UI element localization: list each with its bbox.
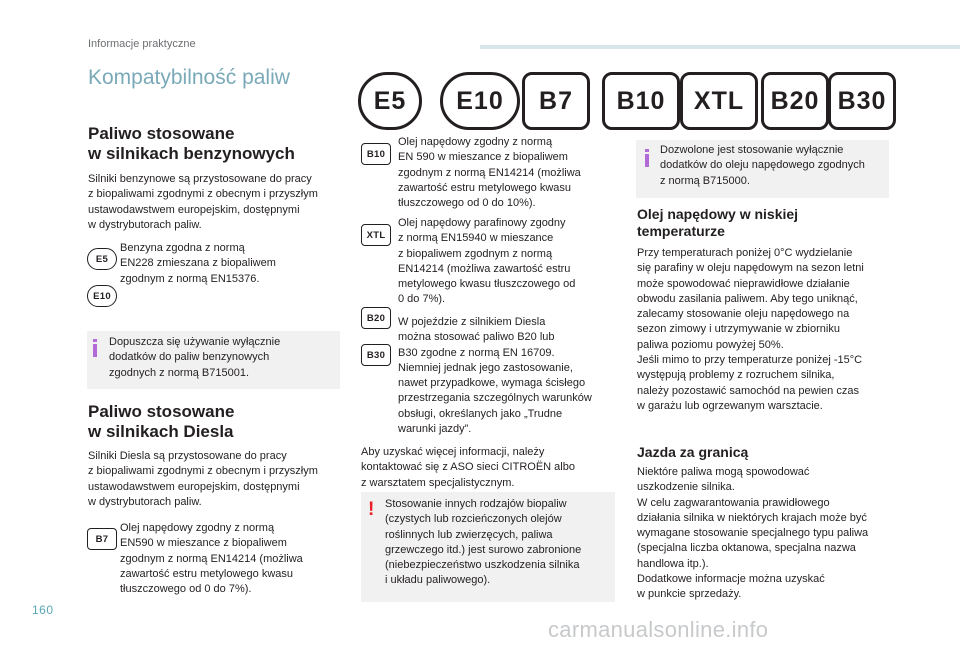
diesel-additives-note: [636, 140, 889, 198]
fuel-badge-b30: B30: [828, 72, 896, 130]
cold-diesel-text: Przy temperaturach poniżej 0°C wydzielanie się parafiny w oleju napędowym na sezon letni może spowodować nieprawidłowe działanie obwodu zasilania paliwem. Aby tego uniknąć, zalecamy stosowanie oleju napędowego na sezon zimowy i utrzymywanie w zbiorniku paliwa poziomu powyżej 50%. Jeśli mimo to przy temperaturze poniżej -15°C występują problemy z rozruchem silnika, należy pozostawić samochód na pewien czas w garażu lub ogrzewanym warsztacie.: [637, 247, 864, 412]
fuel-badge-b10-small: B10: [361, 143, 391, 165]
abroad-text: Niektóre paliwa mogą spowodować uszkodzenie silnika. W celu zagwarantowania prawidłowego działania silnika w niektórych krajach może być wymagane stosowanie specjalnego typu paliwa (specjalna liczba oktanowa, specjalna nazwa handlowa itp.). Dodatkowe informacje można uzyskać w punkcie sprzedaży.: [637, 466, 869, 601]
xtl-description: Olej napędowy parafinowy zgodny z normą EN15940 w mieszance z biopaliwem zgodnym z normą EN14214 (możliwa zawartość estru metylowego kwasu tłuszczowego od 0 do 7%).: [398, 217, 576, 306]
diesel-note-text: Dozwolone jest stosowanie wyłącznie dodatków do oleju napędowego zgodnych z normą B715000.: [660, 144, 865, 187]
fuel-badge-b20-small: B20: [361, 307, 391, 329]
fuel-badge-e5: E5: [358, 72, 422, 130]
b20-b30-description: W pojeździe z silnikiem Diesla można stosować paliwo B20 lub B30 zgodne z normą EN 16709. Niemniej jednak jego zastosowanie, nawet przypadkowe, wymaga ścisłego przestrzegania szczególnych warunków obsługi, określanych jako „Trudne warunki jazdy”.: [398, 316, 592, 436]
diesel-intro: Silniki Diesla są przystosowane do pracy z biopaliwami zgodnymi z obecnym i przyszłym ustawodawstwem europejskim, dostępnymi w dystrybutorach paliw.: [88, 450, 318, 508]
biofuel-warning-box: [361, 492, 615, 602]
aso-contact-text: Aby uzyskać więcej informacji, należy kontaktować się z ASO sieci CITROËN albo z warsztatem specjalistycznym.: [361, 446, 575, 489]
b7-description: Olej napędowy zgodny z normą EN590 w mieszance z biopaliwem zgodnym z normą EN14214 (możliwa zawartość estru metylowego kwasu tłuszczowego od 0 do 7%).: [120, 522, 303, 596]
page-title: Kompatybilność paliw: [88, 66, 290, 89]
warning-text: Stosowanie innych rodzajów biopaliw (czystych lub rozcieńczonych olejów roślinnych lub zwierzęcych, paliwa grzewczego itd.) jest surowo zabronione (niebezpieczeństwo uszkodzenia silnika i układu paliwowego).: [385, 498, 582, 587]
header-bar: [480, 45, 960, 49]
fuel-badge-b7: B7: [522, 72, 590, 130]
fuel-badges-row: [358, 72, 898, 132]
diesel-heading: Paliwo stosowane w silnikach Diesla: [88, 402, 235, 441]
e5-e10-description: Benzyna zgodna z normą EN228 zmieszana z biopaliwem zgodnym z normą EN15376.: [120, 242, 276, 285]
cold-diesel-heading: Olej napędowy w niskiej temperaturze: [637, 206, 799, 239]
fuel-badge-e10-small: E10: [87, 285, 117, 307]
fuel-badge-e10: E10: [440, 72, 520, 130]
warning-icon: !: [368, 499, 375, 520]
petrol-additives-note: [87, 331, 340, 389]
info-icon: [93, 339, 97, 357]
fuel-badge-b7-small: B7: [87, 528, 117, 550]
fuel-badge-e5-small: E5: [87, 248, 117, 270]
b10-description: Olej napędowy zgodny z normą EN 590 w mieszance z biopaliwem zgodnym z normą EN14214 (możliwa zawartość estru metylowego kwasu tłuszczowego od 0 do 10%).: [398, 136, 581, 210]
abroad-heading: Jazda za granicą: [637, 444, 749, 460]
info-icon: [645, 149, 649, 167]
section-header: Informacje praktyczne: [88, 38, 196, 50]
fuel-badge-xtl: XTL: [680, 72, 758, 130]
fuel-badge-b20: B20: [761, 72, 829, 130]
fuel-badge-b10: B10: [602, 72, 680, 130]
fuel-badge-b30-small: B30: [361, 344, 391, 366]
petrol-note-text: Dopuszcza się używanie wyłącznie dodatków do paliw benzynowych zgodnych z normą B715001.: [109, 336, 281, 379]
petrol-heading: Paliwo stosowane w silnikach benzynowych: [88, 124, 295, 163]
watermark: carmanualsonline.info: [548, 617, 769, 642]
petrol-intro: Silniki benzynowe są przystosowane do pracy z biopaliwami zgodnymi z obecnym i przyszłym ustawodawstwem europejskim, dostępnymi w dystrybutorach paliw.: [88, 173, 318, 231]
page-number: 160: [32, 603, 54, 617]
fuel-badge-xtl-small: XTL: [361, 224, 391, 246]
